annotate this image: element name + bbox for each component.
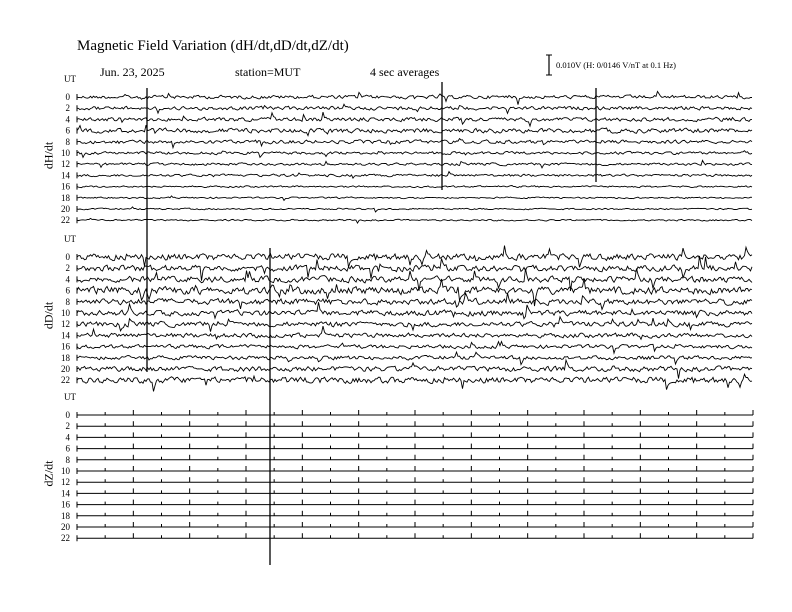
- hour-tick-label: 16: [61, 181, 70, 192]
- trace-row: [77, 302, 752, 319]
- hour-tick-label: 10: [61, 308, 70, 318]
- trace-row: [77, 326, 752, 339]
- hour-tick-label: 4: [65, 114, 70, 125]
- hour-tick-label: 16: [61, 341, 70, 352]
- hour-tick-label: 2: [65, 421, 70, 432]
- hour-tick-label: 12: [61, 159, 70, 170]
- ut-label-d: UT: [64, 234, 76, 244]
- trace-row: [77, 360, 752, 378]
- hour-tick-label: 18: [61, 352, 70, 363]
- hour-tick-label: 20: [61, 204, 70, 214]
- hour-tick-label: 20: [61, 522, 70, 532]
- trace-row: [77, 352, 752, 365]
- hour-tick-label: 22: [61, 375, 70, 386]
- hour-tick-label: 6: [65, 443, 70, 454]
- hour-tick-label: 4: [65, 274, 70, 285]
- panel-label-dz: dZ/dt: [41, 460, 56, 487]
- hour-tick-label: 14: [61, 170, 70, 181]
- trace-row: [77, 246, 752, 268]
- hour-tick-label: 8: [65, 136, 70, 147]
- trace-row: [77, 112, 752, 126]
- trace-row: [77, 160, 752, 168]
- trace-row: [77, 293, 752, 309]
- trace-row: [77, 207, 752, 212]
- hour-tick-label: 0: [65, 410, 70, 420]
- trace-row: [77, 172, 752, 179]
- hour-tick-label: 6: [65, 285, 70, 296]
- trace-row: [77, 186, 752, 188]
- hour-tick-label: 18: [61, 192, 70, 203]
- hour-tick-label: 18: [61, 510, 70, 521]
- date-label: Jun. 23, 2025: [100, 65, 165, 79]
- trace-row: [77, 151, 752, 158]
- averaging-label: 4 sec averages: [370, 65, 440, 79]
- trace-row: [77, 196, 752, 201]
- trace-row: [77, 342, 752, 354]
- hour-tick-label: 12: [61, 477, 70, 488]
- chart-title: Magnetic Field Variation (dH/dt,dD/dt,dZ/dt): [77, 38, 349, 54]
- station-label: station=MUT: [235, 65, 301, 79]
- ut-label-h: UT: [64, 74, 76, 84]
- hour-tick-label: 10: [61, 148, 70, 158]
- hour-tick-label: 2: [65, 103, 70, 114]
- hour-tick-label: 22: [61, 533, 70, 544]
- scale-bar-label: 0.010V (H: 0/0146 V/nT at 0.1 Hz): [556, 60, 676, 70]
- hour-tick-label: 16: [61, 499, 70, 510]
- hour-tick-label: 14: [61, 330, 70, 341]
- hour-tick-label: 20: [61, 364, 70, 374]
- trace-row: [77, 125, 752, 136]
- hour-tick-label: 14: [61, 488, 70, 499]
- hour-tick-label: 10: [61, 466, 70, 476]
- hour-tick-label: 0: [65, 252, 70, 262]
- panel-label-dh: dH/dt: [41, 141, 56, 170]
- trace-row: [77, 256, 752, 281]
- ut-label-z: UT: [64, 392, 76, 402]
- hour-tick-label: 2: [65, 263, 70, 274]
- trace-row: [77, 374, 752, 391]
- hour-tick-label: 4: [65, 432, 70, 443]
- hour-tick-label: 22: [61, 215, 70, 226]
- trace-row: [77, 317, 752, 332]
- trace-row: [77, 104, 752, 113]
- hour-tick-label: 0: [65, 92, 70, 102]
- trace-row: [77, 91, 752, 104]
- hour-tick-label: 8: [65, 296, 70, 307]
- hour-tick-label: 8: [65, 454, 70, 465]
- hour-tick-label: 6: [65, 125, 70, 136]
- trace-row: [77, 139, 752, 148]
- panel-label-dd: dD/dt: [41, 301, 56, 330]
- hour-tick-label: 12: [61, 319, 70, 330]
- trace-row: [77, 218, 752, 223]
